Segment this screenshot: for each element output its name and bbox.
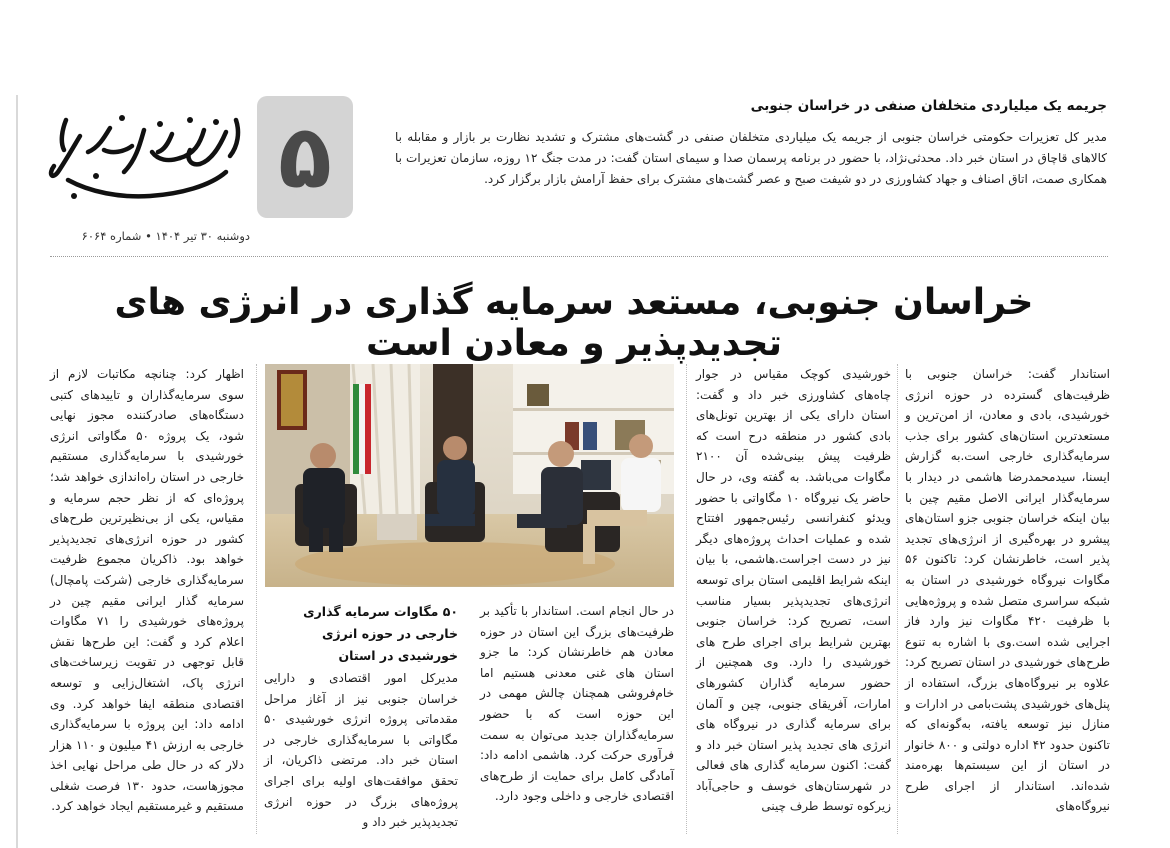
page-left-rule bbox=[16, 95, 18, 848]
article-headline: خراسان جنوبی، مستعد سرمایه گذاری در انرژی های تجدیدپذیر و معادن است bbox=[114, 282, 1034, 364]
issue-date-line: دوشنبه ۳۰ تیر ۱۴۰۴ • شماره ۶۰۶۴ bbox=[81, 229, 250, 243]
masthead-logo bbox=[40, 100, 250, 220]
article-column-1: استاندار گفت: خراسان جنوبی با ظرفیت‌های گسترده در حوزه انرژی خورشیدی، بادی و معادن، از امن‌ترین و مستعدترین استان‌های کشور برای جذب سرمایه‌گذاری خارجی است.به گزارش ایسنا، سیدمحمدرضا هاشمی در دیدار با سرمایه‌گذار ایرانی الاصل مقیم چین با بیان اینکه خراسان جنوبی جزو استان‌های پیشرو در بهره‌گیری از انرژی‌های تجدید پذیر است، خاطرنشان کرد: تاکنون ۵۶ مگاوات نیروگاه خورشیدی در استان به شبکه سراسری متصل شده و پروژه‌هایی با ظرفیت ۴۲۰ مگاوات نیز وارد فاز اجرایی شده است.وی با اشاره به تنوع طرح‌های خورشیدی در استان تصریح کرد: علاوه بر نیروگاه‌های بزرگ، استفاده از پنل‌های خورشیدی پشت‌بامی در ادارات و منازل نیز توسعه یافته، به‌گونه‌ای که تاکنون حدود ۴۲ اداره دولتی و ۸۰۰ خانوار در استان از این سیستم‌ها بهره‌مند شده‌اند. استاندار از اجرای طرح نیروگاه‌های bbox=[905, 367, 1110, 814]
column-rule bbox=[897, 364, 899, 834]
article-column-3: در حال انجام است. استاندار با تأکید بر ظرفیت‌های بزرگ این استان در حوزه معادن هم خاطرنشان کرد: ما جزو استان های غنی معدنی هستیم اما خام‌فروشی همچنان چالش مهمی در این حوزه است که با حضور سرمایه‌گذاران جدید می‌توان به سمت فرآوری حرکت کرد. هاشمی ادامه داد: آمادگی کامل برای حمایت از طرح‌های اقتصادی خارجی و داخلی وجود دارد. bbox=[480, 604, 674, 804]
page-number: ۵ bbox=[278, 105, 332, 208]
section-divider bbox=[50, 256, 1108, 257]
article-column-4: مدیرکل امور اقتصادی و دارایی خراسان جنوبی نیز از آغاز مراحل مقدماتی پروژه انرژی خورشیدی ۵۰ مگاواتی با سرمایه‌گذاری خارجی در استان خبر داد. مرتضی ذاکریان، از تحقق موافقت‌های اولیه برای اجرای پروژه‌های بزرگ در حوزه انرژی تجدیدپذیر خبر داد و bbox=[264, 671, 458, 830]
brief-news-block bbox=[395, 98, 1107, 190]
article-column-2: خورشیدی کوچک مقیاس در جوار چاه‌های کشاورزی خبر داد و گفت: استان دارای یکی از بهترین تونل‌های بادی کشور در منطقه درح است که ظرفیت پیش بینی‌شده آن ۲۱۰۰ مگاوات می‌باشد. به گفته وی، در حال حاضر یک نیروگاه ۱۰ مگاواتی با حضور ویدئو کنفرانسی رئیس‌جمهور افتتاح شده و عملیات احداث پروژه‌های دیگر نیز در دست اجراست.هاشمی، با بیان اینکه شرایط اقلیمی استان برای توسعه انرژی‌های تجدیدپذیر بسیار مناسب است، تصریح کرد: خراسان جنوبی بهترین شرایط برای اجرای طرح های خورشیدی را دارد. وی همچنین از حضور سرمایه گذاران کشورهای امارات، آفریقای جنوبی، چین و آلمان برای سرمایه گذاری در نیروگاه های انرژی های تجدید پذیر استان خبر داد و گفت: اکنون سرمایه گذاری های فعالی در شهرستان‌های خوسف و حاجی‌آباد زیرکوه توسط طرف چینی bbox=[696, 367, 891, 814]
logo-calligraphy bbox=[40, 100, 250, 220]
brief-news-body: مدیر کل تعزیرات حکومتی خراسان جنوبی از جریمه یک میلیاردی متخلفان صنفی در گشت‌های مشترک و تشدید نظارت بر بازار و مقابله با کالاهای قاچاق در استان خبر داد. محدثی‌نژاد، با حضور در برنامه پرسمان صدا و سیمای استان گفت: در مدت جنگ ۱۲ روزه، سازمان تعزیرات با همکاری صمت، اتاق اصناف و جهاد کشاورزی در دو شیفت صبح و عصر گشت‌های مشترک برای حفظ آرامش بازار برگزار کرد. bbox=[395, 130, 1107, 186]
article-column-5: اظهار کرد: چنانچه مکاتبات لازم از سوی سرمایه‌گذاران و تاییدهای کتبی دستگاه‌های صادرکننده مجوز نهایی شود، یک پروژه ۵۰ مگاواتی انرژی خورشیدی با سرمایه‌گذاری مستقیم خارجی در استان راه‌اندازی خواهد شد؛ پروژه‌ای که از نظر حجم سرمایه و مقیاس، یکی از بی‌نظیرترین طرح‌های کشور در حوزه انرژی‌های تجدیدپذیر خواهد بود. ذاکریان مجموع ظرفیت سرمایه‌گذاری خارجی (شرکت پامچال) سرمایه گذار ایرانی مقیم چین در پروژه‌های خورشیدی را ۷۱ مگاوات اعلام کرد و گفت: این طرح‌ها نقش قابل توجهی در تقویت زیرساخت‌های انرژی پاک، اشتغال‌زایی و توسعه اقتصادی منطقه ایفا خواهد کرد. وی ادامه داد: این پروژه با سرمایه‌گذاری خارجی به ارزش ۴۱ میلیون و ۱۱۰ هزار دلار که در حال طی مراحل نهایی اخذ مجوزهاست، حدود ۱۳۰ فرصت شغلی مستقیم و غیرمستقیم ایجاد خواهد کرد. bbox=[50, 367, 244, 814]
article-photo bbox=[265, 364, 674, 587]
column-rule bbox=[686, 364, 688, 834]
brief-news-title: جریمه یک میلیاردی متخلفان صنفی در خراسان جنوبی bbox=[750, 98, 1107, 114]
photo-caption: ۵۰ مگاوات سرمایه گذاری خارجی در حوزه انرژی خورشیدی در استان bbox=[303, 604, 458, 663]
column-rule bbox=[256, 364, 258, 834]
meeting-photo-illustration bbox=[265, 364, 674, 587]
page-number-badge bbox=[257, 96, 353, 218]
